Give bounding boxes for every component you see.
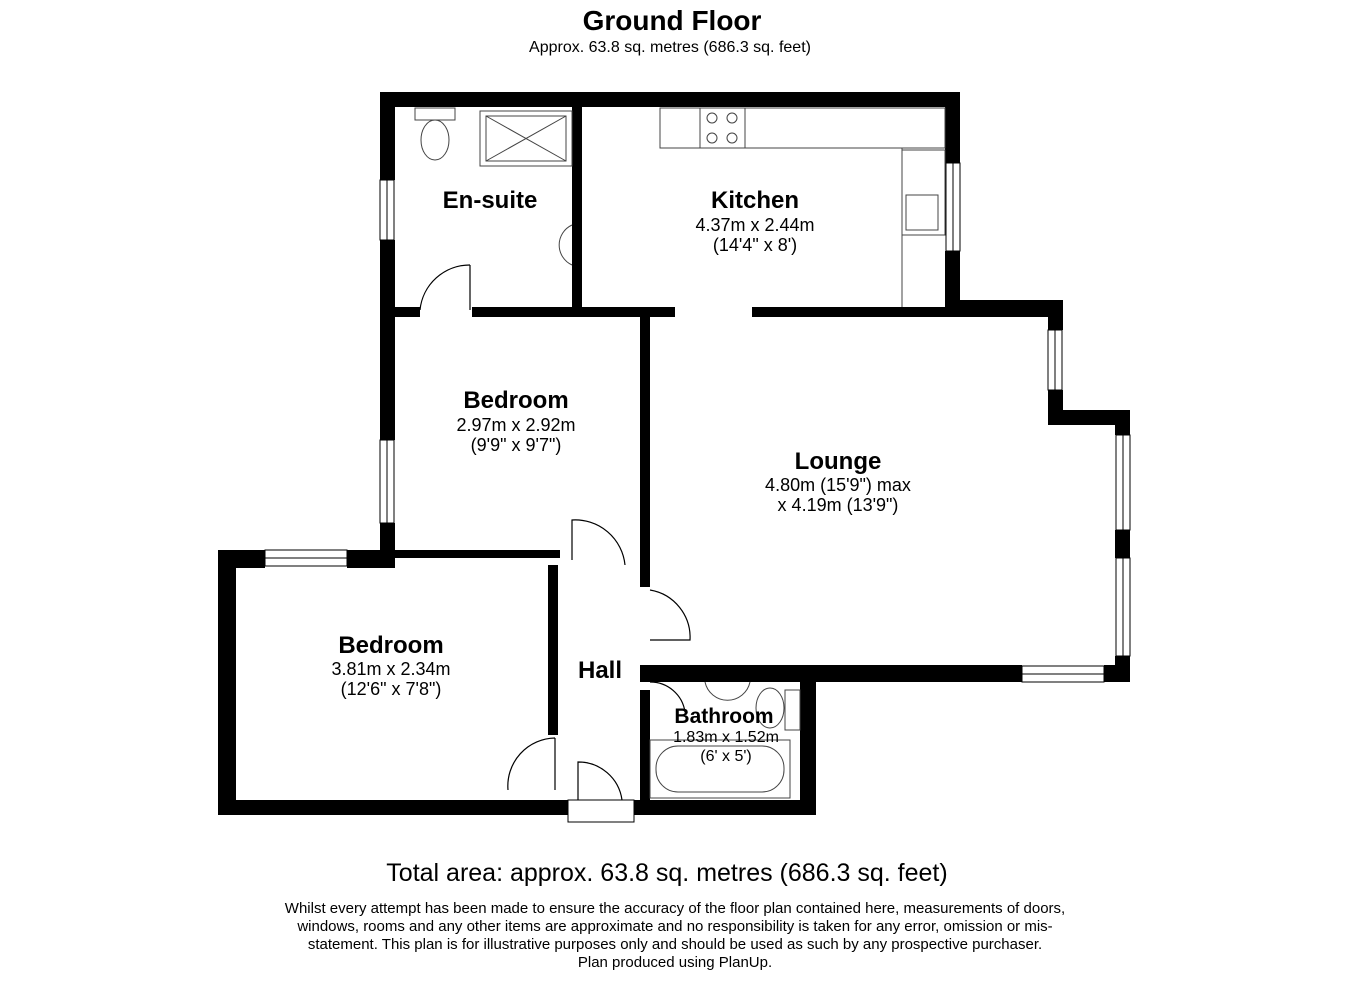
disclaimer-line-1: Whilst every attempt has been made to ensure the accuracy of the floor plan contained here, measurements of doors, [284,900,1066,917]
kitchen-name: Kitchen [710,187,800,214]
bedroom1-name: Bedroom [463,387,569,414]
kitchen-size-m: 4.37m x 2.44m [695,215,815,235]
disclaimer-line-4: Plan produced using PlanUp. [577,954,773,971]
lounge-size-m: 4.80m (15'9") max [765,475,911,495]
bathroom-name: Bathroom [674,705,774,728]
disclaimer-line-2: windows, rooms and any other items are approximate and no responsibility is taken for any error, omission or mis- [297,918,1053,935]
lounge-size-ft: x 4.19m (13'9") [777,495,899,515]
ensuite-name: En-suite [442,187,538,214]
total-area: Total area: approx. 63.8 sq. metres (686.3 sq. feet) [386,859,948,887]
bedroom1-size-ft: (9'9" x 9'7") [470,435,562,455]
plan-subtitle: Approx. 63.8 sq. metres (686.3 sq. feet) [529,39,811,56]
bedroom2-name: Bedroom [338,632,444,659]
kitchen-size-ft: (14'4" x 8') [712,235,798,255]
bedroom2-size-m: 3.81m x 2.34m [331,659,451,679]
hall-name: Hall [577,657,623,684]
bedroom2-size-ft: (12'6" x 7'8") [340,679,442,699]
disclaimer-line-3: statement. This plan is for illustrative purposes only and should be used as such by any prospective purchaser. [307,936,1043,953]
bathroom-size-ft: (6' x 5') [700,748,752,765]
plan-title: Ground Floor [582,5,762,36]
lounge-name: Lounge [794,448,882,475]
bedroom1-size-m: 2.97m x 2.92m [456,415,576,435]
bathroom-size-m: 1.83m x 1.52m [673,729,779,746]
